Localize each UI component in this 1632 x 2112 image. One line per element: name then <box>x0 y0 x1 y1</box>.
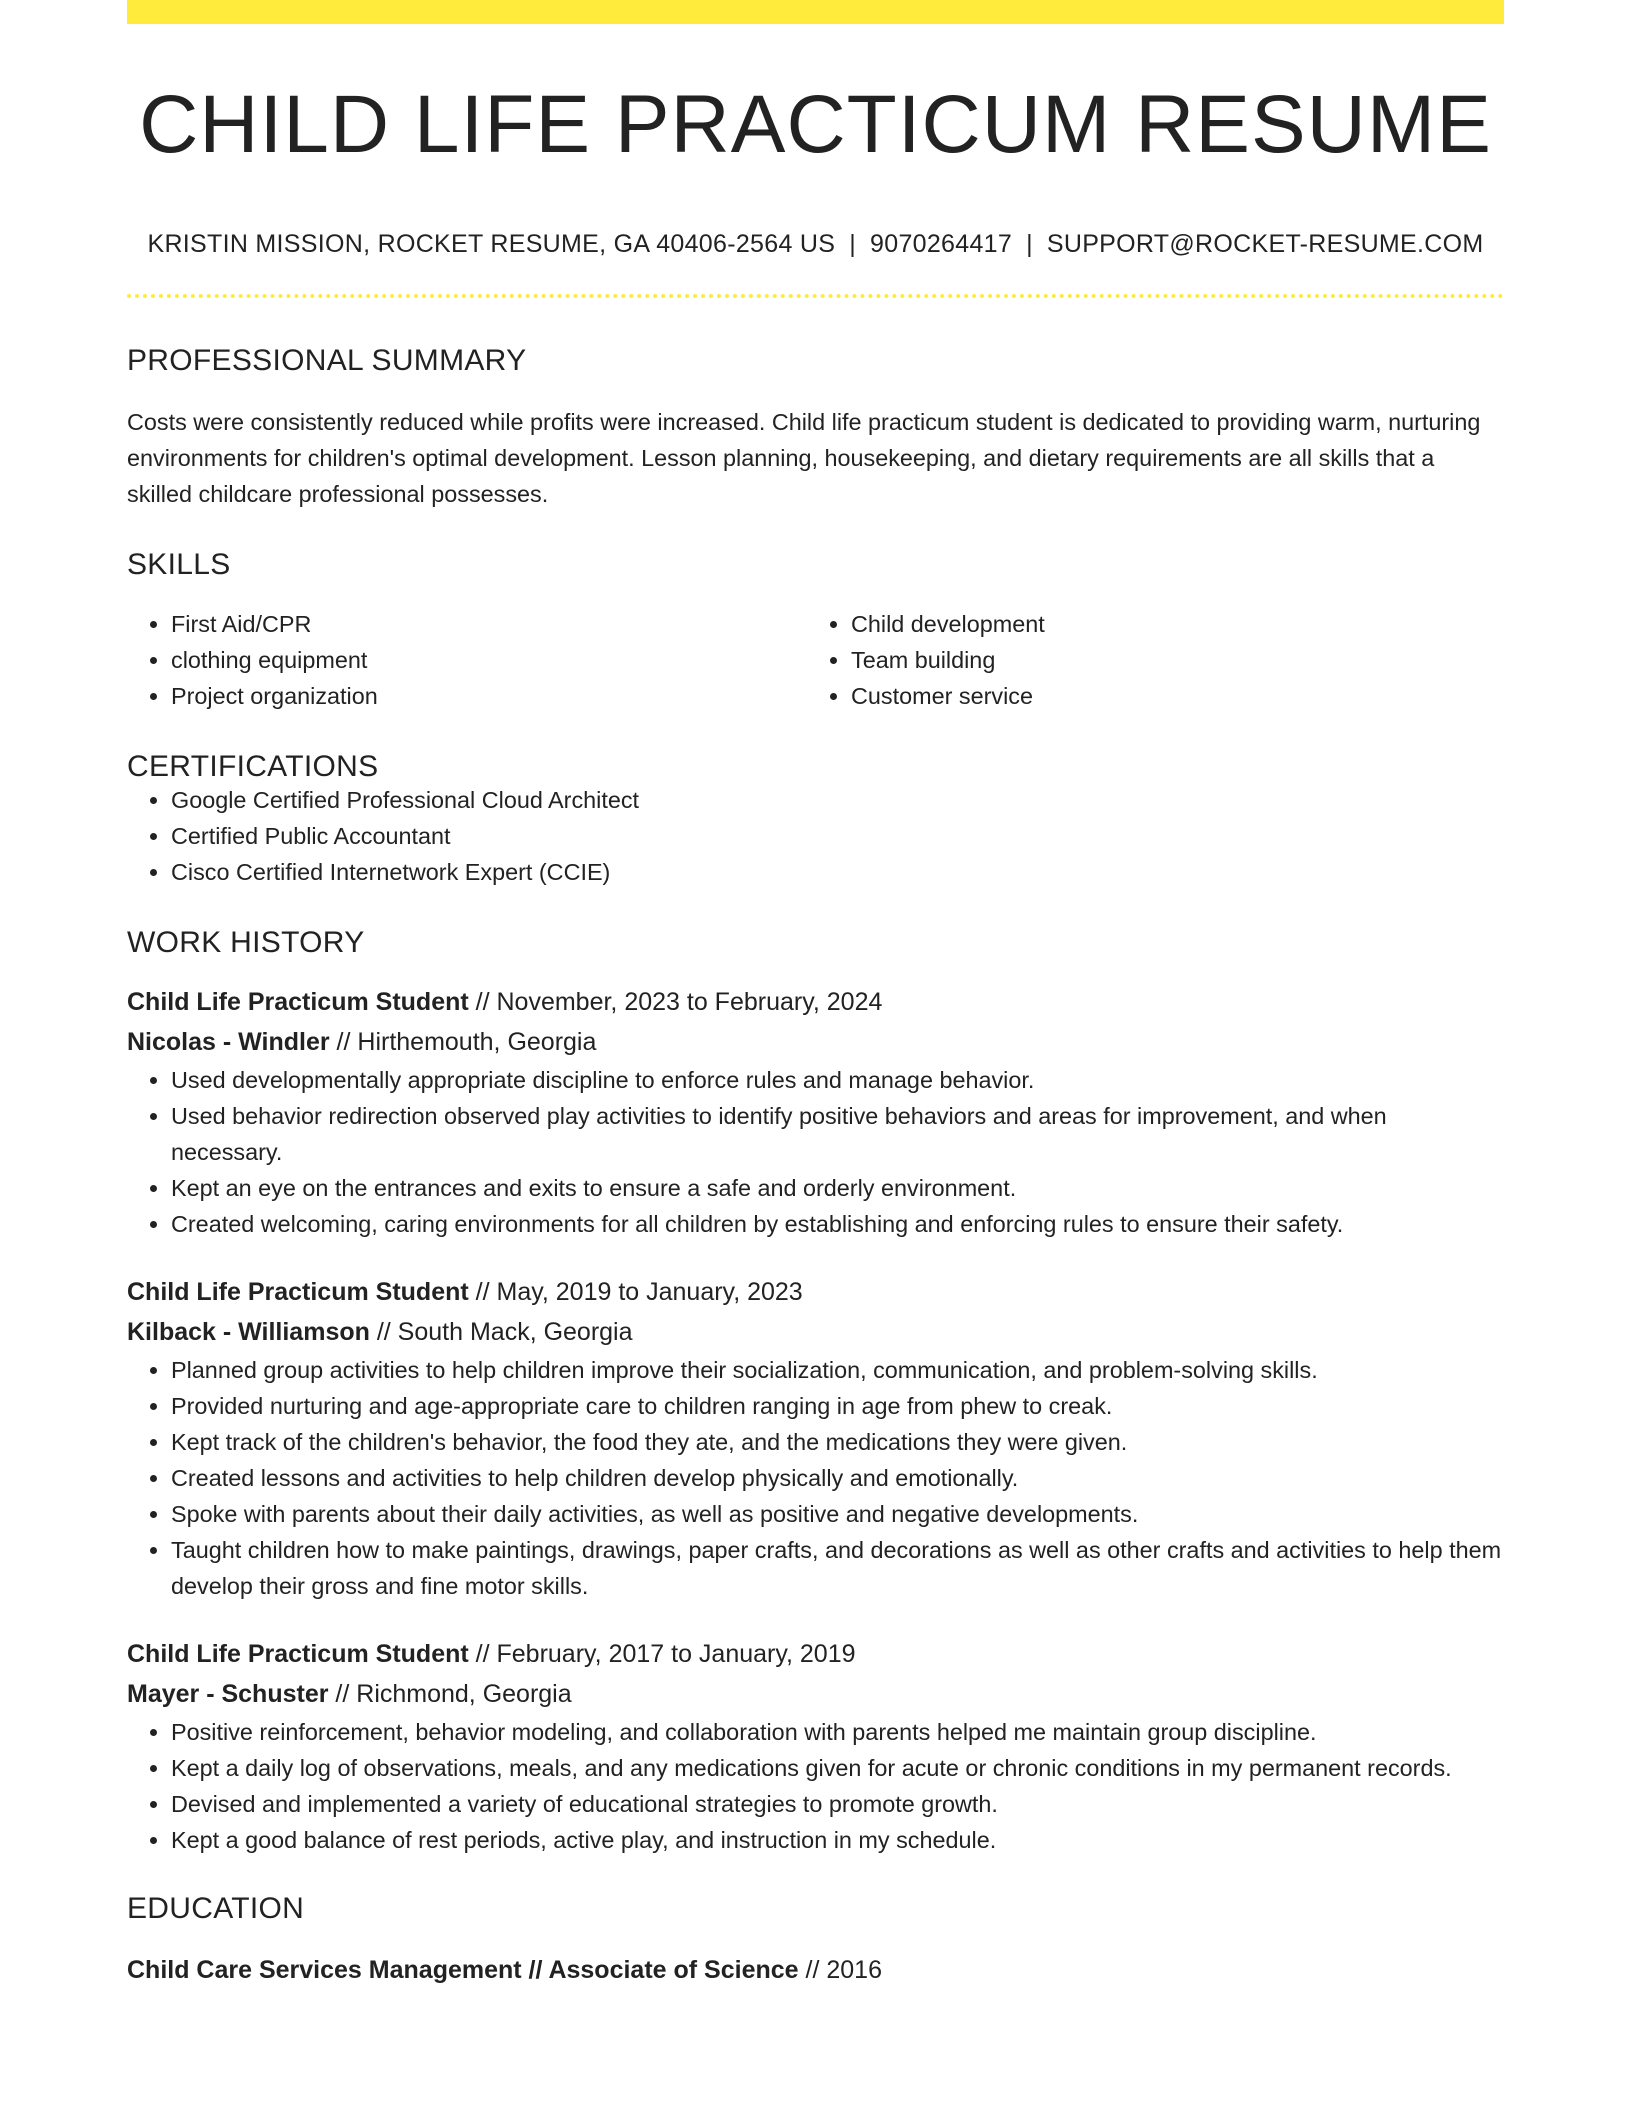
skill-item: • First Aid/CPR <box>171 606 807 642</box>
job-bullet: • Taught children how to make paintings, drawings, paper crafts, and decorations as well as other crafts and activities to help them develop their gross and fine motor skills. <box>171 1532 1504 1604</box>
job-dates: // May, 2019 to January, 2023 <box>475 1278 803 1306</box>
work-history-heading: WORK HISTORY <box>127 926 365 959</box>
certifications-list <box>127 782 1504 890</box>
skill-item: • clothing equipment <box>171 642 807 678</box>
job-bullet: • Kept an eye on the entrances and exits to ensure a safe and orderly environment. <box>171 1170 1504 1206</box>
summary-heading: PROFESSIONAL SUMMARY <box>127 344 527 377</box>
job-bullet: • Created lessons and activities to help children develop physically and emotionally. <box>171 1460 1504 1496</box>
job-company: Nicolas - Windler <box>127 1028 330 1056</box>
job-bullets <box>127 1714 1504 1858</box>
skills-column-right <box>807 606 1487 714</box>
job-bullet: • Kept track of the children's behavior, the food they ate, and the medications they were given. <box>171 1424 1504 1460</box>
summary-text: Costs were consistently reduced while profits were increased. Child life practicum student is dedicated to providing warm, nurturing environments for children's optimal development. Lesson planning, housekeeping, and dietary requirements are all skills that a skilled childcare professional possesses. <box>127 409 1481 507</box>
education-year: // 2016 <box>805 1956 882 1984</box>
job-location: // Hirthemouth, Georgia <box>336 1028 597 1056</box>
education-heading: EDUCATION <box>127 1892 305 1925</box>
contact-separator: | <box>849 230 857 258</box>
job-title-line <box>127 1634 1504 1674</box>
education-program: Child Care Services Management // Associate of Science <box>127 1956 799 1984</box>
job-company-line <box>127 1674 1504 1714</box>
job-dates: // November, 2023 to February, 2024 <box>475 988 883 1016</box>
job-bullet: • Used developmentally appropriate discipline to enforce rules and manage behavior. <box>171 1062 1504 1098</box>
job-bullet: • Kept a daily log of observations, meals, and any medications given for acute or chronic conditions in my permanent records. <box>171 1750 1504 1786</box>
skill-item: • Child development <box>851 606 1487 642</box>
job-bullets <box>127 1062 1504 1242</box>
certification-item: • Certified Public Accountant <box>171 818 1504 854</box>
job-location: // Richmond, Georgia <box>335 1680 572 1708</box>
dotted-divider <box>127 294 1504 298</box>
skills-heading: SKILLS <box>127 548 231 581</box>
job-bullet: • Created welcoming, caring environments for all children by establishing and enforcing rules to ensure their safety. <box>171 1206 1504 1242</box>
job-bullet: • Spoke with parents about their daily activities, as well as positive and negative developments. <box>171 1496 1504 1532</box>
job-bullet: • Devised and implemented a variety of educational strategies to promote growth. <box>171 1786 1504 1822</box>
skills-grid <box>127 606 1504 714</box>
job-title: Child Life Practicum Student <box>127 1278 469 1306</box>
job-company-line <box>127 1312 1504 1352</box>
job-title: Child Life Practicum Student <box>127 988 469 1016</box>
skills-list-left <box>127 606 807 714</box>
job-bullets <box>127 1352 1504 1604</box>
job-title: Child Life Practicum Student <box>127 1640 469 1668</box>
education-line <box>127 1950 1504 1990</box>
job-company: Kilback - Williamson <box>127 1318 370 1346</box>
job-title-line <box>127 1272 1504 1312</box>
resume-title: CHILD LIFE PRACTICUM RESUME <box>139 79 1492 170</box>
job-location: // South Mack, Georgia <box>376 1318 633 1346</box>
certification-item: • Google Certified Professional Cloud Architect <box>171 782 1504 818</box>
job-company: Mayer - Schuster <box>127 1680 329 1708</box>
contact-separator: | <box>1026 230 1033 258</box>
job-bullet: • Positive reinforcement, behavior modeling, and collaboration with parents helped me maintain group discipline. <box>171 1714 1504 1750</box>
skill-item: • Project organization <box>171 678 807 714</box>
contact-email: SUPPORT@ROCKET-RESUME.COM <box>1046 230 1484 258</box>
skill-item: • Customer service <box>851 678 1487 714</box>
job-bullet: • Kept a good balance of rest periods, active play, and instruction in my schedule. <box>171 1822 1504 1858</box>
skills-list-right <box>807 606 1487 714</box>
certification-item: • Cisco Certified Internetwork Expert (CCIE) <box>171 854 1504 890</box>
job-dates: // February, 2017 to January, 2019 <box>475 1640 856 1668</box>
job-bullet: • Planned group activities to help children improve their socialization, communication, and problem-solving skills. <box>171 1352 1504 1388</box>
resume-page <box>127 0 1504 1990</box>
job-bullet: • Provided nurturing and age-appropriate care to children ranging in age from phew to creak. <box>171 1388 1504 1424</box>
job-company-line <box>127 1022 1504 1062</box>
job-title-line <box>127 982 1504 1022</box>
job-bullet: • Used behavior redirection observed play activities to identify positive behaviors and areas for improvement, and when necessary. <box>171 1098 1504 1170</box>
contact-address: KRISTIN MISSION, ROCKET RESUME, GA 40406-2564 US <box>147 230 836 258</box>
skills-column-left <box>127 606 807 714</box>
top-accent-bar <box>127 0 1504 24</box>
contact-phone: 9070264417 <box>870 230 1013 258</box>
contact-line <box>127 232 1504 257</box>
skill-item: • Team building <box>851 642 1487 678</box>
certifications-heading: CERTIFICATIONS <box>127 750 379 783</box>
